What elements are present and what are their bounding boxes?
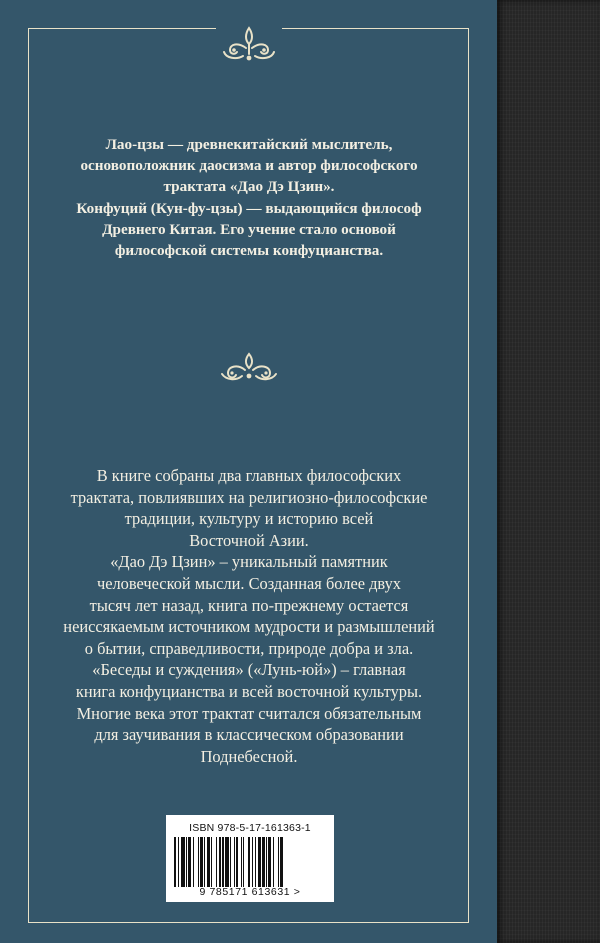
- description-line: тысяч лет назад, книга по-прежнему остается: [89, 595, 409, 615]
- description-line: В книге собраны два главных философских: [96, 466, 402, 485]
- intro-text: [40, 134, 458, 261]
- intro-line: Древнего Китая. Его учение стало основой: [102, 220, 396, 238]
- description-line: трактата, повлиявших на религиозно-философские: [70, 487, 428, 507]
- scroll-ornament-icon: [212, 18, 286, 64]
- intro-line: Конфуций (Кун-фу-цзы) — выдающийся философ: [76, 199, 422, 217]
- intro-line: трактата «Дао Дэ Цзин».: [163, 178, 335, 196]
- description-line: Поднебесной.: [200, 746, 298, 766]
- description-line: человеческой мысли. Созданная более двух: [96, 573, 402, 593]
- book-spine: [497, 0, 600, 943]
- description-text: [50, 465, 448, 767]
- description-line: традиции, культуру и историю всей: [124, 509, 374, 529]
- description-line: Восточной Азии.: [189, 530, 309, 550]
- description-line: неиссякаемым источником мудрости и размышлений: [63, 617, 435, 637]
- intro-line: Лао-цзы — древнекитайский мыслитель,: [105, 136, 393, 153]
- scroll-ornament-icon: [214, 348, 284, 386]
- description-line: «Дао Дэ Цзин» – уникальный памятник: [110, 552, 388, 572]
- barcode-bar: [283, 837, 284, 887]
- intro-line: основоположник даосизма и автор философского: [80, 157, 418, 175]
- barcode-bars: [174, 837, 326, 887]
- barcode-digits: 9 785171 613631 >: [199, 886, 301, 898]
- description-line: для заучивания в классическом образовании: [94, 725, 404, 745]
- isbn-barcode: [166, 815, 334, 902]
- description-line: о бытии, справедливости, природе добра и зла.: [84, 638, 414, 658]
- isbn-label: ISBN 978-5-17-161363-1: [189, 822, 311, 834]
- description-line: книга конфуцианства и всей восточной культуры.: [75, 681, 423, 701]
- intro-line: философской системы конфуцианства.: [114, 242, 384, 260]
- middle-ornament: [0, 348, 497, 386]
- description-line: Многие века этот трактат считался обязательным: [76, 703, 422, 723]
- top-ornament: [0, 18, 497, 64]
- description-line: «Беседы и суждения» («Лунь-юй») – главная: [92, 660, 406, 680]
